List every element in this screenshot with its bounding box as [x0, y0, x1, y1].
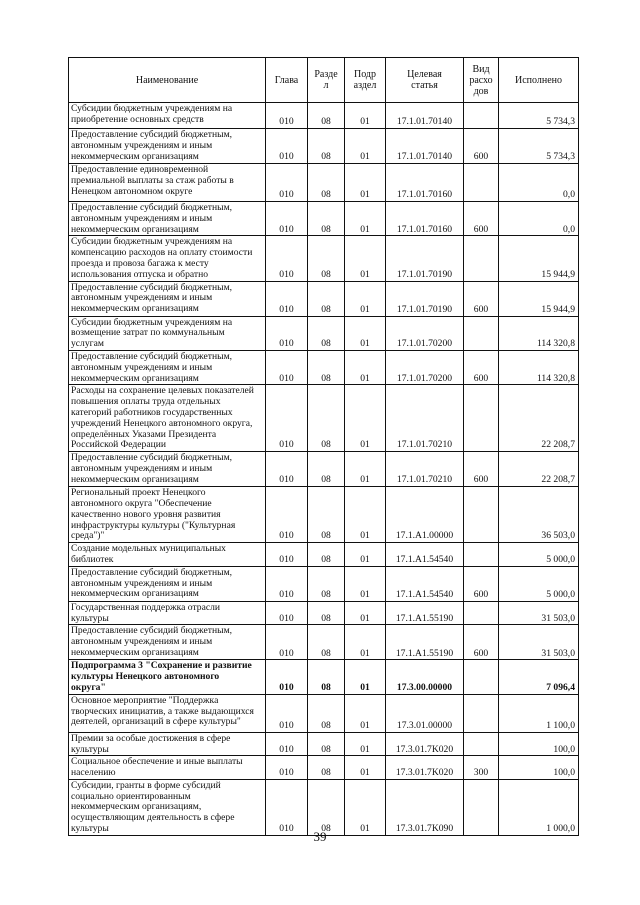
cell-name: Предоставление субсидий бюджетным, автономным учреждениям и иным некоммерческим организациям — [69, 350, 266, 384]
cell-section: 08 — [308, 316, 345, 350]
cell-name: Государственная поддержка отрасли культуры — [69, 601, 266, 625]
cell-chapter: 010 — [266, 385, 308, 452]
cell-section: 08 — [308, 103, 345, 129]
cell-target: 17.1.01.70210 — [386, 385, 464, 452]
cell-section: 08 — [308, 694, 345, 732]
table-row — [69, 281, 579, 316]
header-name: Наименование — [69, 58, 266, 103]
budget-table — [68, 57, 579, 836]
cell-target: 17.1.A1.54540 — [386, 543, 464, 567]
table-row — [69, 543, 579, 567]
cell-expense-type: 600 — [464, 281, 499, 316]
cell-subsection: 01 — [345, 694, 386, 732]
cell-expense-type: 600 — [464, 452, 499, 487]
cell-expense-type — [464, 779, 499, 835]
cell-subsection: 01 — [345, 202, 386, 236]
header-target: Целевая статья — [386, 58, 464, 103]
cell-section: 08 — [308, 202, 345, 236]
cell-chapter: 010 — [266, 129, 308, 164]
cell-subsection: 01 — [345, 660, 386, 694]
cell-name: Предоставление субсидий бюджетным, автономным учреждениям и иным некоммерческим организациям — [69, 452, 266, 487]
cell-subsection: 01 — [345, 129, 386, 164]
cell-target: 17.1.01.70190 — [386, 281, 464, 316]
table-row — [69, 779, 579, 835]
cell-chapter: 010 — [266, 732, 308, 756]
table-row — [69, 660, 579, 694]
cell-section: 08 — [308, 756, 345, 780]
cell-target: 17.1.A1.55190 — [386, 625, 464, 660]
cell-subsection: 01 — [345, 452, 386, 487]
cell-name: Предоставление субсидий бюджетным, автономным учреждениям и иным некоммерческим организациям — [69, 129, 266, 164]
cell-section: 08 — [308, 236, 345, 281]
cell-section: 08 — [308, 543, 345, 567]
cell-target: 17.1.01.70160 — [386, 202, 464, 236]
cell-target: 17.1.01.70210 — [386, 452, 464, 487]
cell-name: Предоставление субсидий бюджетным, автономным учреждениям и иным некоммерческим организациям — [69, 281, 266, 316]
cell-name: Региональный проект Ненецкого автономного округа "Обеспечение качественно нового уровня развития инфраструктуры культуры ("Культурная среда")" — [69, 487, 266, 543]
cell-expense-type — [464, 660, 499, 694]
cell-section: 08 — [308, 129, 345, 164]
cell-subsection: 01 — [345, 732, 386, 756]
table-row — [69, 566, 579, 601]
cell-name: Премии за особые достижения в сфере культуры — [69, 732, 266, 756]
cell-section: 08 — [308, 350, 345, 384]
cell-target: 17.3.01.7K020 — [386, 732, 464, 756]
table-row — [69, 694, 579, 732]
cell-name: Субсидии бюджетным учреждениям на приобретение основных средств — [69, 103, 266, 129]
header-executed: Исполнено — [499, 58, 579, 103]
cell-subsection: 01 — [345, 281, 386, 316]
cell-chapter: 010 — [266, 487, 308, 543]
cell-subsection: 01 — [345, 385, 386, 452]
cell-chapter: 010 — [266, 694, 308, 732]
cell-executed: 100,0 — [499, 732, 579, 756]
cell-chapter: 010 — [266, 202, 308, 236]
cell-expense-type: 600 — [464, 129, 499, 164]
cell-chapter: 010 — [266, 452, 308, 487]
cell-expense-type — [464, 236, 499, 281]
cell-name: Субсидии, гранты в форме субсидий социально ориентированным некоммерческим организациям, осуществляющим деятельность в сфере культуры — [69, 779, 266, 835]
table-row — [69, 601, 579, 625]
cell-target: 17.1.01.70200 — [386, 350, 464, 384]
cell-expense-type — [464, 487, 499, 543]
cell-target: 17.3.01.7K020 — [386, 756, 464, 780]
cell-subsection: 01 — [345, 103, 386, 129]
cell-section: 08 — [308, 779, 345, 835]
page-number: 39 — [313, 829, 327, 844]
table-row — [69, 103, 579, 129]
cell-chapter: 010 — [266, 350, 308, 384]
header-expense-type: Вид расхо дов — [464, 58, 499, 103]
cell-chapter: 010 — [266, 543, 308, 567]
cell-name: Предоставление единовременной премиальной выплаты за стаж работы в Ненецком автономном округе — [69, 164, 266, 202]
cell-name: Подпрограмма 3 "Сохранение и развитие культуры Ненецкого автономного округа" — [69, 660, 266, 694]
cell-chapter: 010 — [266, 316, 308, 350]
cell-subsection: 01 — [345, 625, 386, 660]
cell-executed: 15 944,9 — [499, 281, 579, 316]
cell-name: Предоставление субсидий бюджетным, автономным учреждениям и иным некоммерческим организациям — [69, 625, 266, 660]
cell-chapter: 010 — [266, 625, 308, 660]
cell-target: 17.1.01.70160 — [386, 164, 464, 202]
cell-executed: 0,0 — [499, 164, 579, 202]
cell-subsection: 01 — [345, 316, 386, 350]
cell-expense-type: 600 — [464, 566, 499, 601]
cell-executed: 31 503,0 — [499, 601, 579, 625]
cell-executed: 5 000,0 — [499, 543, 579, 567]
table-row — [69, 487, 579, 543]
cell-executed: 5 734,3 — [499, 103, 579, 129]
cell-executed: 1 000,0 — [499, 779, 579, 835]
cell-name: Предоставление субсидий бюджетным, автономным учреждениям и иным некоммерческим организациям — [69, 202, 266, 236]
table-row — [69, 202, 579, 236]
table-row — [69, 756, 579, 780]
cell-subsection: 01 — [345, 236, 386, 281]
cell-name: Предоставление субсидий бюджетным, автономным учреждениям и иным некоммерческим организациям — [69, 566, 266, 601]
cell-name: Субсидии бюджетным учреждениям на возмещение затрат по коммунальным услугам — [69, 316, 266, 350]
cell-expense-type — [464, 103, 499, 129]
cell-section: 08 — [308, 487, 345, 543]
cell-expense-type — [464, 732, 499, 756]
header-subsection: Подр аздел — [345, 58, 386, 103]
cell-subsection: 01 — [345, 350, 386, 384]
header-section: Разде л — [308, 58, 345, 103]
cell-executed: 5 734,3 — [499, 129, 579, 164]
table-row — [69, 625, 579, 660]
cell-chapter: 010 — [266, 660, 308, 694]
cell-section: 08 — [308, 601, 345, 625]
table-row — [69, 164, 579, 202]
cell-section: 08 — [308, 566, 345, 601]
table-row — [69, 350, 579, 384]
table-row — [69, 236, 579, 281]
cell-expense-type — [464, 694, 499, 732]
cell-expense-type — [464, 543, 499, 567]
cell-section: 08 — [308, 732, 345, 756]
cell-executed: 31 503,0 — [499, 625, 579, 660]
cell-executed: 15 944,9 — [499, 236, 579, 281]
table-header — [69, 58, 579, 103]
cell-expense-type — [464, 601, 499, 625]
table-row — [69, 732, 579, 756]
cell-chapter: 010 — [266, 779, 308, 835]
cell-subsection: 01 — [345, 566, 386, 601]
cell-subsection: 01 — [345, 543, 386, 567]
cell-section: 08 — [308, 164, 345, 202]
cell-target: 17.3.01.00000 — [386, 694, 464, 732]
cell-executed: 1 100,0 — [499, 694, 579, 732]
cell-name: Социальное обеспечение и иные выплаты населению — [69, 756, 266, 780]
cell-section: 08 — [308, 452, 345, 487]
cell-executed: 0,0 — [499, 202, 579, 236]
cell-section: 08 — [308, 660, 345, 694]
cell-name: Основное мероприятие "Поддержка творческих инициатив, а также выдающихся деятелей, организаций в сфере культуры" — [69, 694, 266, 732]
cell-name: Создание модельных муниципальных библиотек — [69, 543, 266, 567]
table-body — [69, 103, 579, 836]
table-row — [69, 129, 579, 164]
cell-expense-type: 600 — [464, 625, 499, 660]
cell-target: 17.1.01.70200 — [386, 316, 464, 350]
cell-name: Субсидии бюджетным учреждениям на компенсацию расходов на оплату стоимости проезда и провоза багажа к месту использования отпуска и обратно — [69, 236, 266, 281]
cell-chapter: 010 — [266, 756, 308, 780]
cell-executed: 100,0 — [499, 756, 579, 780]
table-row — [69, 316, 579, 350]
cell-expense-type: 300 — [464, 756, 499, 780]
cell-target: 17.3.00.00000 — [386, 660, 464, 694]
cell-name: Расходы на сохранение целевых показателей повышения оплаты труда отдельных категорий работников государственных учреждений Ненецкого автономного округа, определённых Указами Президента Российской Федерации — [69, 385, 266, 452]
cell-subsection: 01 — [345, 601, 386, 625]
cell-executed: 5 000,0 — [499, 566, 579, 601]
cell-chapter: 010 — [266, 281, 308, 316]
cell-executed: 22 208,7 — [499, 385, 579, 452]
cell-executed: 22 208,7 — [499, 452, 579, 487]
cell-target: 17.1.01.70140 — [386, 103, 464, 129]
header-chapter: Глава — [266, 58, 308, 103]
cell-expense-type — [464, 316, 499, 350]
cell-subsection: 01 — [345, 164, 386, 202]
cell-subsection: 01 — [345, 779, 386, 835]
cell-section: 08 — [308, 625, 345, 660]
cell-chapter: 010 — [266, 236, 308, 281]
header-row — [69, 58, 579, 103]
cell-target: 17.1.01.70140 — [386, 129, 464, 164]
cell-target: 17.1.A1.55190 — [386, 601, 464, 625]
cell-section: 08 — [308, 281, 345, 316]
cell-executed: 114 320,8 — [499, 350, 579, 384]
cell-executed: 114 320,8 — [499, 316, 579, 350]
cell-chapter: 010 — [266, 566, 308, 601]
table-row — [69, 452, 579, 487]
cell-expense-type: 600 — [464, 350, 499, 384]
cell-target: 17.1.01.70190 — [386, 236, 464, 281]
cell-subsection: 01 — [345, 487, 386, 543]
cell-executed: 36 503,0 — [499, 487, 579, 543]
cell-chapter: 010 — [266, 164, 308, 202]
cell-chapter: 010 — [266, 103, 308, 129]
budget-table-container — [68, 57, 578, 836]
cell-target: 17.3.01.7K090 — [386, 779, 464, 835]
cell-target: 17.1.A1.54540 — [386, 566, 464, 601]
cell-target: 17.1.A1.00000 — [386, 487, 464, 543]
cell-expense-type: 600 — [464, 202, 499, 236]
cell-section: 08 — [308, 385, 345, 452]
cell-subsection: 01 — [345, 756, 386, 780]
cell-chapter: 010 — [266, 601, 308, 625]
cell-expense-type — [464, 164, 499, 202]
table-row — [69, 385, 579, 452]
cell-executed: 7 096,4 — [499, 660, 579, 694]
cell-expense-type — [464, 385, 499, 452]
